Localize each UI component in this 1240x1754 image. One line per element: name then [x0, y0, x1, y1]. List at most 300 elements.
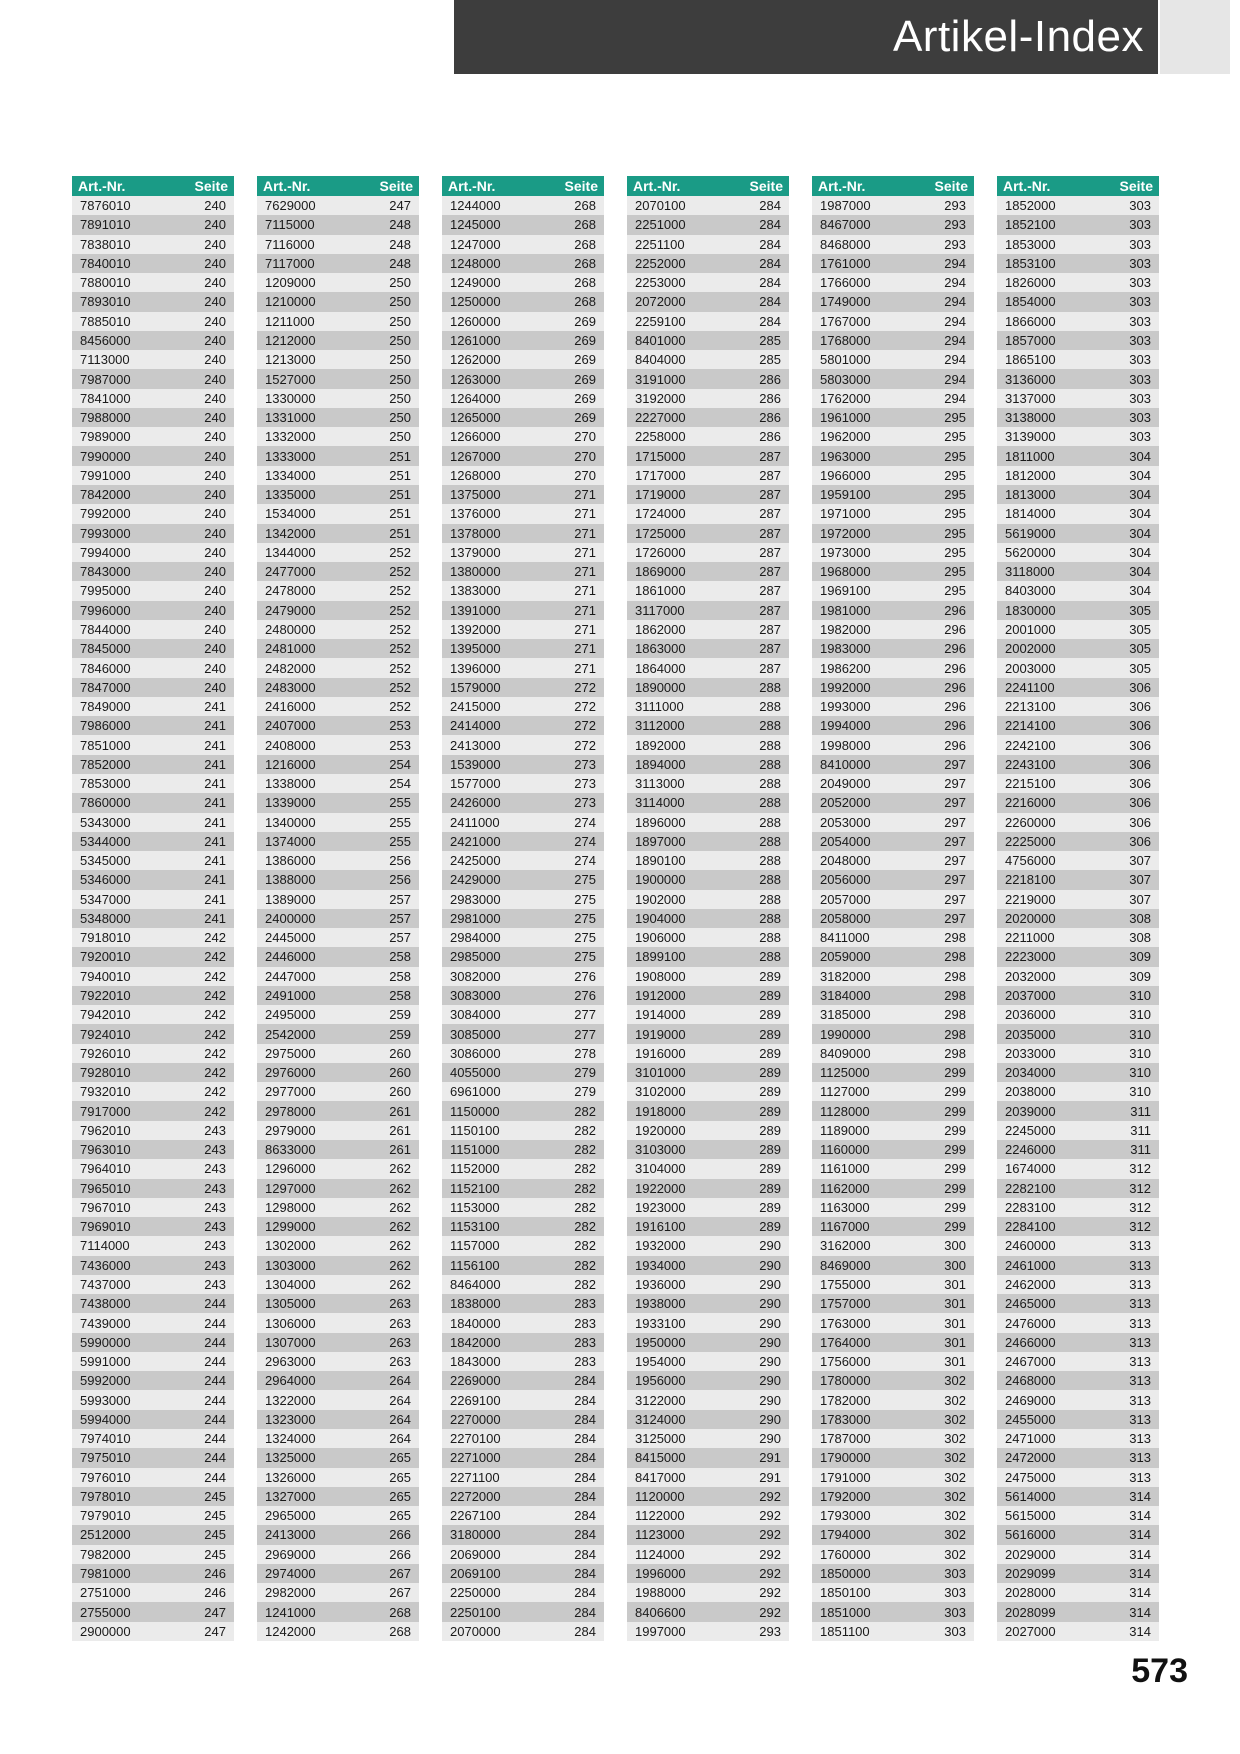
table-row: [812, 1333, 974, 1352]
table-row: [627, 1044, 789, 1063]
article-number: 3118000: [1005, 564, 1055, 580]
table-row: [257, 1602, 419, 1621]
page-ref: 287: [759, 621, 781, 637]
table-row: [627, 427, 789, 446]
article-number: 1153000: [450, 1199, 500, 1215]
table-row: [257, 1583, 419, 1602]
table-row: [627, 485, 789, 504]
page-ref: 294: [944, 371, 966, 387]
article-number: 1854000: [1005, 294, 1056, 310]
page-ref: 255: [389, 795, 411, 811]
table-row: [627, 350, 789, 369]
table-row: [257, 466, 419, 485]
table-row: [72, 639, 234, 658]
page-ref: 240: [204, 410, 226, 426]
page-ref: 299: [944, 1161, 966, 1177]
table-row: [442, 697, 604, 716]
header-seite: Seite: [749, 178, 783, 194]
article-number: 1780000: [820, 1373, 871, 1389]
table-row: [442, 389, 604, 408]
page-ref: 290: [759, 1257, 781, 1273]
table-row: [812, 196, 974, 215]
table-row: [627, 1602, 789, 1621]
page-ref: 289: [759, 1045, 781, 1061]
article-number: 1322000: [265, 1392, 316, 1408]
column-header: [812, 176, 974, 196]
article-number: 1757000: [820, 1296, 871, 1312]
page-ref: 299: [944, 1084, 966, 1100]
table-row: [812, 1390, 974, 1409]
table-row: [627, 1024, 789, 1043]
page-ref: 262: [389, 1199, 411, 1215]
table-row: [72, 1506, 234, 1525]
page-ref: 252: [389, 583, 411, 599]
table-row: [257, 1564, 419, 1583]
article-number: 7920010: [80, 949, 131, 965]
page-ref: 306: [1129, 718, 1151, 734]
table-row: [442, 331, 604, 350]
article-number: 2969000: [265, 1546, 316, 1562]
page-ref: 252: [389, 564, 411, 580]
article-number: 1912000: [635, 988, 686, 1004]
table-row: [72, 408, 234, 427]
table-row: [72, 735, 234, 754]
page-ref: 240: [204, 679, 226, 695]
page-ref: 259: [389, 1026, 411, 1042]
table-row: [72, 1352, 234, 1371]
table-row: [257, 1121, 419, 1140]
article-number: 1850000: [820, 1565, 871, 1581]
article-number: 8417000: [635, 1469, 686, 1485]
table-row: [257, 292, 419, 311]
article-number: 8411000: [820, 930, 870, 946]
article-number: 1826000: [1005, 275, 1056, 291]
table-row: [997, 947, 1159, 966]
page-ref: 288: [759, 833, 781, 849]
article-number: 3184000: [820, 988, 871, 1004]
article-number: 2472000: [1005, 1450, 1056, 1466]
index-column: [442, 176, 604, 1641]
article-number: 3086000: [450, 1045, 501, 1061]
article-number: 1163000: [820, 1199, 870, 1215]
table-row: [812, 215, 974, 234]
page-ref: 282: [574, 1122, 596, 1138]
page-ref: 262: [389, 1257, 411, 1273]
table-row: [627, 331, 789, 350]
page-ref: 284: [759, 294, 781, 310]
page-ref: 240: [204, 564, 226, 580]
article-number: 1340000: [265, 814, 316, 830]
table-row: [442, 1564, 604, 1583]
article-number: 3180000: [450, 1527, 501, 1543]
table-row: [812, 1545, 974, 1564]
table-row: [997, 1256, 1159, 1275]
page-ref: 290: [759, 1334, 781, 1350]
article-number: 2270100: [450, 1431, 501, 1447]
article-number: 7986000: [80, 718, 131, 734]
table-row: [72, 716, 234, 735]
page-ref: 313: [1129, 1238, 1151, 1254]
article-number: 1896000: [635, 814, 686, 830]
page-ref: 257: [389, 910, 411, 926]
table-row: [257, 1159, 419, 1178]
table-row: [257, 1622, 419, 1641]
article-number: 1938000: [635, 1296, 686, 1312]
article-number: 1749000: [820, 294, 871, 310]
article-number: 1998000: [820, 737, 871, 753]
table-row: [627, 1410, 789, 1429]
table-row: [257, 1236, 419, 1255]
article-number: 7891010: [80, 217, 131, 233]
page-ref: 306: [1129, 795, 1151, 811]
table-row: [257, 427, 419, 446]
table-row: [72, 446, 234, 465]
article-number: 1768000: [820, 332, 871, 348]
article-number: 1128000: [820, 1103, 870, 1119]
article-number: 1908000: [635, 968, 686, 984]
article-number: 7629000: [265, 198, 316, 214]
article-number: 2471000: [1005, 1431, 1056, 1447]
page-ref: 305: [1129, 660, 1151, 676]
article-number: 1167000: [820, 1219, 870, 1235]
table-row: [997, 215, 1159, 234]
page-ref: 240: [204, 275, 226, 291]
table-row: [812, 928, 974, 947]
table-row: [442, 581, 604, 600]
page-ref: 277: [574, 1026, 596, 1042]
page-ref: 294: [944, 332, 966, 348]
article-number: 1242000: [265, 1623, 316, 1639]
article-number: 1851000: [820, 1604, 871, 1620]
article-number: 1918000: [635, 1103, 686, 1119]
table-row: [997, 1024, 1159, 1043]
table-row: [997, 1275, 1159, 1294]
article-number: 1247000: [450, 236, 501, 252]
page-ref: 313: [1129, 1469, 1151, 1485]
article-number: 7841000: [80, 390, 131, 406]
table-row: [72, 1371, 234, 1390]
article-number: 7976010: [80, 1469, 131, 1485]
table-row: [627, 678, 789, 697]
table-row: [72, 967, 234, 986]
article-number: 1389000: [265, 891, 316, 907]
table-row: [627, 851, 789, 870]
article-number: 1857000: [1005, 332, 1056, 348]
article-number: 1962000: [820, 429, 871, 445]
page-ref: 246: [204, 1565, 226, 1581]
page-ref: 306: [1129, 679, 1151, 695]
table-row: [72, 620, 234, 639]
page-ref: 298: [944, 930, 966, 946]
page-ref: 288: [759, 930, 781, 946]
article-number: 1842000: [450, 1334, 501, 1350]
article-number: 5615000: [1005, 1508, 1056, 1524]
article-number: 1323000: [265, 1411, 316, 1427]
page-ref: 288: [759, 949, 781, 965]
article-number: 1266000: [450, 429, 501, 445]
article-number: 1850100: [820, 1585, 871, 1601]
table-row: [997, 735, 1159, 754]
table-row: [627, 562, 789, 581]
article-number: 5994000: [80, 1411, 131, 1427]
article-number: 5343000: [80, 814, 131, 830]
table-row: [812, 678, 974, 697]
article-number: 1383000: [450, 583, 501, 599]
article-number: 2975000: [265, 1045, 316, 1061]
table-row: [812, 947, 974, 966]
article-number: 1189000: [820, 1122, 870, 1138]
page-ref: 289: [759, 1084, 781, 1100]
article-number: 1997000: [635, 1623, 686, 1639]
article-number: 1934000: [635, 1257, 686, 1273]
article-number: 2070000: [450, 1623, 501, 1639]
page-ref: 295: [944, 487, 966, 503]
page-ref: 251: [389, 467, 411, 483]
page-ref: 265: [389, 1469, 411, 1485]
page-ref: 282: [574, 1277, 596, 1292]
article-number: 1577000: [450, 776, 501, 792]
table-row: [257, 1275, 419, 1294]
table-row: [72, 851, 234, 870]
table-row: [997, 832, 1159, 851]
table-row: [997, 466, 1159, 485]
table-row: [72, 1024, 234, 1043]
article-number: 2416000: [265, 699, 316, 715]
page-ref: 283: [574, 1315, 596, 1331]
article-number: 2058000: [820, 910, 871, 926]
article-number: 7838010: [80, 236, 131, 252]
table-row: [997, 331, 1159, 350]
article-number: 2445000: [265, 930, 316, 946]
article-number: 1304000: [265, 1277, 316, 1292]
table-row: [627, 1275, 789, 1294]
table-row: [997, 350, 1159, 369]
article-number: 3112000: [635, 718, 685, 734]
page-ref: 240: [204, 236, 226, 252]
page-ref: 287: [759, 467, 781, 483]
page-ref: 303: [1129, 255, 1151, 271]
table-row: [997, 1410, 1159, 1429]
table-row: [72, 543, 234, 562]
page-ref: 268: [574, 275, 596, 291]
page-ref: 244: [204, 1431, 226, 1447]
article-number: 3182000: [820, 968, 871, 984]
page-ref: 296: [944, 641, 966, 657]
page-ref: 261: [389, 1142, 411, 1158]
page-ref: 240: [204, 467, 226, 483]
page-ref: 289: [759, 1161, 781, 1177]
table-row: [257, 697, 419, 716]
article-number: 2259100: [635, 313, 686, 329]
page-ref: 293: [944, 198, 966, 214]
article-number: 1782000: [820, 1392, 871, 1408]
article-number: 1894000: [635, 756, 686, 772]
page-ref: 298: [944, 988, 966, 1004]
table-row: [72, 697, 234, 716]
article-number: 7964010: [80, 1161, 131, 1177]
header-seite: Seite: [1119, 178, 1153, 194]
page-ref: 268: [574, 198, 596, 214]
table-row: [997, 1179, 1159, 1198]
article-number: 1764000: [820, 1334, 871, 1350]
page-ref: 267: [389, 1585, 411, 1601]
table-row: [627, 774, 789, 793]
table-row: [627, 1101, 789, 1120]
article-number: 2211000: [1005, 930, 1055, 946]
page-ref: 288: [759, 872, 781, 888]
page-ref: 242: [204, 988, 226, 1004]
article-number: 1150100: [450, 1122, 500, 1138]
index-column: [257, 176, 419, 1641]
page-ref: 243: [204, 1142, 226, 1158]
page-ref: 313: [1129, 1334, 1151, 1350]
header-seite: Seite: [934, 178, 968, 194]
page-ref: 273: [574, 795, 596, 811]
page-ref: 245: [204, 1488, 226, 1504]
article-number: 1763000: [820, 1315, 871, 1331]
page-ref: 284: [759, 198, 781, 214]
article-number: 5619000: [1005, 525, 1056, 541]
table-row: [442, 813, 604, 832]
page-ref: 240: [204, 487, 226, 503]
page-ref: 287: [759, 448, 781, 464]
table-row: [257, 1024, 419, 1043]
page-ref: 313: [1129, 1315, 1151, 1331]
table-row: [257, 1140, 419, 1159]
article-number: 7113000: [80, 352, 130, 368]
article-number: 2028000: [1005, 1585, 1056, 1601]
page-ref: 275: [574, 910, 596, 926]
page-ref: 301: [944, 1277, 966, 1292]
article-number: 1986200: [820, 660, 871, 676]
table-row: [812, 350, 974, 369]
table-row: [627, 292, 789, 311]
page-ref: 242: [204, 1007, 226, 1023]
table-row: [812, 1159, 974, 1178]
article-number: 2218100: [1005, 872, 1056, 888]
page-ref: 313: [1129, 1411, 1151, 1427]
page-ref: 285: [759, 332, 781, 348]
article-number: 2269000: [450, 1373, 501, 1389]
article-number: 2001000: [1005, 621, 1056, 637]
table-row: [257, 504, 419, 523]
table-row: [997, 1005, 1159, 1024]
table-row: [997, 967, 1159, 986]
table-row: [997, 389, 1159, 408]
article-number: 1726000: [635, 544, 686, 560]
table-row: [72, 369, 234, 388]
table-row: [257, 1082, 419, 1101]
table-row: [257, 446, 419, 465]
table-row: [997, 543, 1159, 562]
table-row: [812, 1044, 974, 1063]
table-row: [442, 562, 604, 581]
table-row: [442, 1410, 604, 1429]
table-row: [442, 658, 604, 677]
page-ref: 313: [1129, 1431, 1151, 1447]
table-row: [442, 1236, 604, 1255]
article-number: 2407000: [265, 718, 316, 734]
article-number: 7996000: [80, 602, 131, 618]
table-row: [72, 1121, 234, 1140]
page-ref: 284: [574, 1373, 596, 1389]
table-row: [997, 1506, 1159, 1525]
table-row: [257, 1198, 419, 1217]
table-row: [442, 1622, 604, 1641]
page-ref: 262: [389, 1180, 411, 1196]
table-row: [72, 312, 234, 331]
article-number: 2284100: [1005, 1219, 1056, 1235]
table-row: [442, 1179, 604, 1198]
table-row: [257, 639, 419, 658]
article-number: 1297000: [265, 1180, 316, 1196]
table-row: [997, 890, 1159, 909]
article-number: 3083000: [450, 988, 501, 1004]
page-ref: 271: [574, 487, 596, 503]
page-ref: 251: [389, 506, 411, 522]
table-row: [997, 292, 1159, 311]
article-number: 1539000: [450, 756, 501, 772]
table-row: [812, 601, 974, 620]
article-number: 2057000: [820, 891, 871, 907]
article-number: 1838000: [450, 1296, 501, 1312]
table-row: [627, 1429, 789, 1448]
page-ref: 260: [389, 1065, 411, 1081]
table-row: [72, 1198, 234, 1217]
article-number: 5614000: [1005, 1488, 1056, 1504]
table-row: [627, 1564, 789, 1583]
page-ref: 288: [759, 853, 781, 869]
page-ref: 289: [759, 1142, 781, 1158]
page-ref: 293: [759, 1623, 781, 1639]
table-row: [442, 1390, 604, 1409]
article-number: 1216000: [265, 756, 316, 772]
page-ref: 252: [389, 621, 411, 637]
page-ref: 306: [1129, 833, 1151, 849]
article-number: 7975010: [80, 1450, 131, 1466]
page-ref: 240: [204, 583, 226, 599]
article-number: 2216000: [1005, 795, 1056, 811]
page-ref: 244: [204, 1334, 226, 1350]
table-row: [997, 1140, 1159, 1159]
page-ref: 260: [389, 1084, 411, 1100]
article-number: 1715000: [635, 448, 686, 464]
article-number: 2250100: [450, 1604, 501, 1620]
page-ref: 306: [1129, 699, 1151, 715]
table-row: [257, 1429, 419, 1448]
table-row: [997, 909, 1159, 928]
table-row: [997, 986, 1159, 1005]
article-number: 7876010: [80, 198, 131, 214]
table-row: [442, 1063, 604, 1082]
page-ref: 304: [1129, 506, 1151, 522]
article-number: 7969010: [80, 1219, 131, 1235]
table-row: [997, 620, 1159, 639]
article-number: 7885010: [80, 313, 131, 329]
table-row: [442, 254, 604, 273]
page-ref: 313: [1129, 1373, 1151, 1389]
page-ref: 242: [204, 930, 226, 946]
page-ref: 268: [574, 255, 596, 271]
page-ref: 244: [204, 1373, 226, 1389]
article-number: 2495000: [265, 1007, 316, 1023]
page-title: Artikel-Index: [892, 12, 1144, 61]
article-number: 1756000: [820, 1354, 871, 1370]
page-ref: 284: [574, 1469, 596, 1485]
article-number: 2462000: [1005, 1277, 1056, 1292]
page-ref: 274: [574, 814, 596, 830]
page-ref: 284: [574, 1546, 596, 1562]
